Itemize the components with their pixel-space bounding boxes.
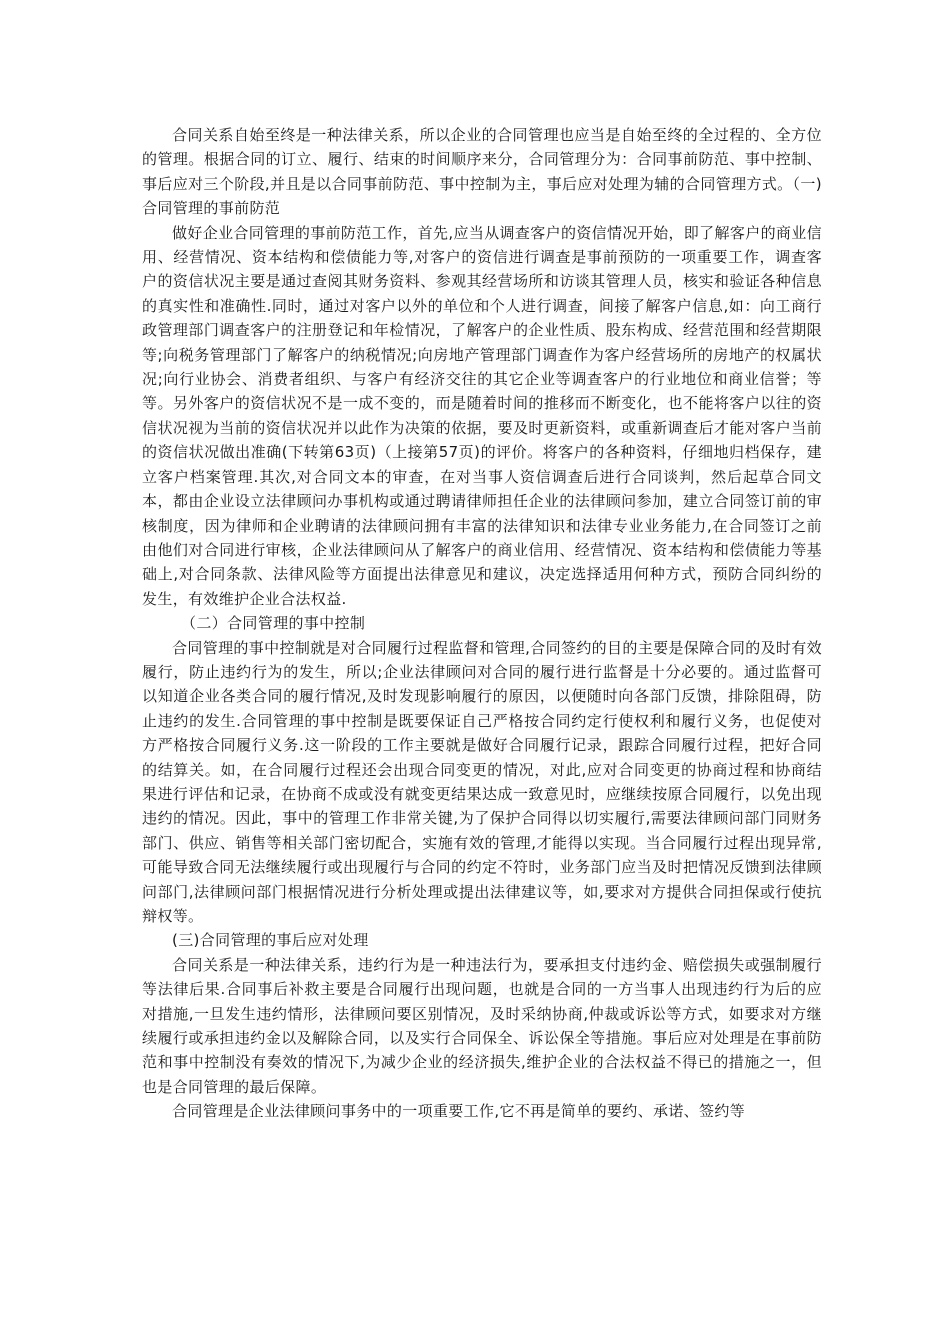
paragraph-conclusion-truncated: 合同管理是企业法律顾问事务中的一项重要工作,它不再是简单的要约、承诺、签约等 — [172, 1102, 746, 1121]
paragraph-pre-contract-prevention: 做好企业合同管理的事前防范工作，首先,应当从调查客户的资信情况开始，即了解客户的商业信用、经营情况、资本结构和偿债能力等,对客户的资信进行调查是事前预防的一项重要工作，调查客户的资信状况主要是通过查阅其财务资料、参观其经营场所和访谈其管理人员，核实和验证各种信息的真实性和准确性.同时，通过对客户以外的单位和个人进行调查，间接了解客户信息,如：向工商行政管理部门调查客户的注册登记和年检情况，了解客户的企业性质、股东构成、经营范围和经营期限等;向税务管理部门了解客户的纳税情况;向房地产管理部门调查作为客户经营场所的房地产的权属状况;向行业协会、消费者组织、与客户有经济交往的其它企业等调查客户的行业地位和商业信誉；等等。另外客户的资信状况不是一成不变的，而是随着时间的推移而不断变化，也不能将客户以往的资信状况视为当前的资信状况并以此作为决策的依据，要及时更新资料，或重新调查后才能对客户当前的资信状况做出准确(下转第63页)（上接第57页)的评价。将客户的各种资料，仔细地归档保存，建立客户档案管理.其次,对合同文本的审查，在对当事人资信调查后进行合同谈判，然后起草合同文本，都由企业设立法律顾问办事机构或通过聘请律师担任企业的法律顾问参加，建立合同签订前的审核制度，因为律师和企业聘请的法律顾问拥有丰富的法律知识和法律专业业务能力,在合同签订之前由他们对合同进行审核，企业法律顾问从了解客户的商业信用、经营情况、资本结构和偿债能力等基础上,对合同条款、法律风险等方面提出法律意见和建议，决定选择适用何种方式，预防合同纠纷的发生，有效维护企业合法权益. — [142, 223, 822, 608]
document-body — [142, 123, 822, 1124]
section-heading-in-process-control: （二）合同管理的事中控制 — [181, 614, 366, 633]
paragraph-intro: 合同关系自始至终是一种法律关系，所以企业的合同管理也应当是自始至终的全过程的、全方位的管理。根据合同的订立、履行、结束的时间顺序来分，合同管理分为：合同事前防范、事中控制、事后应对三个阶段,并且是以合同事前防范、事中控制为主，事后应对处理为辅的合同管理方式。（一)合同管理的事前防范 — [142, 126, 822, 218]
paragraph-in-process-control: 合同管理的事中控制就是对合同履行过程监督和管理,合同签约的目的主要是保障合同的及时有效履行，防止违约行为的发生，所以;企业法律顾问对合同的履行进行监督是十分必要的。通过监督可以知道企业各类合同的履行情况,及时发现影响履行的原因，以便随时向各部门反馈，排除阻碍，防止违约的发生.合同管理的事中控制是既要保证自己严格按合同约定行使权利和履行义务，也促使对方严格按合同履行义务.这一阶段的工作主要就是做好合同履行记录，跟踪合同履行过程，把好合同的结算关。如，在合同履行过程还会出现合同变更的情况，对此,应对合同变更的协商过程和协商结果进行评估和记录，在协商不成或没有就变更结果达成一致意见时，应继续按原合同履行，以免出现违约的情况。因此，事中的管理工作非常关键,为了保护合同得以切实履行,需要法律顾问部门同财务部门、供应、销售等相关部门密切配合，实施有效的管理,才能得以实现。当合同履行过程出现异常,可能导致合同无法继续履行或出现履行与合同的约定不符时，业务部门应当及时把情况反馈到法律顾问部门,法律顾问部门根据情况进行分析处理或提出法律建议等，如,要求对方提供合同担保或行使抗辩权等。 — [142, 638, 822, 925]
paragraph-post-handling: 合同关系是一种法律关系，违约行为是一种违法行为，要承担支付违约金、赔偿损失或强制履行等法律后果.合同事后补救主要是合同履行出现问题，也就是合同的一方当事人出现违约行为后的应对措施,一旦发生违约情形，法律顾问要区别情况，及时采纳协商,仲裁或诉讼等方式，如要求对方继续履行或承担违约金以及解除合同，以及实行合同保全、诉讼保全等措施。事后应对处理是在事前防范和事中控制没有奏效的情况下,为减少企业的经济损失,维护企业的合法权益不得已的措施之一，但也是合同管理的最后保障。 — [142, 955, 822, 1096]
section-heading-post-handling: (三)合同管理的事后应对处理 — [172, 931, 369, 950]
